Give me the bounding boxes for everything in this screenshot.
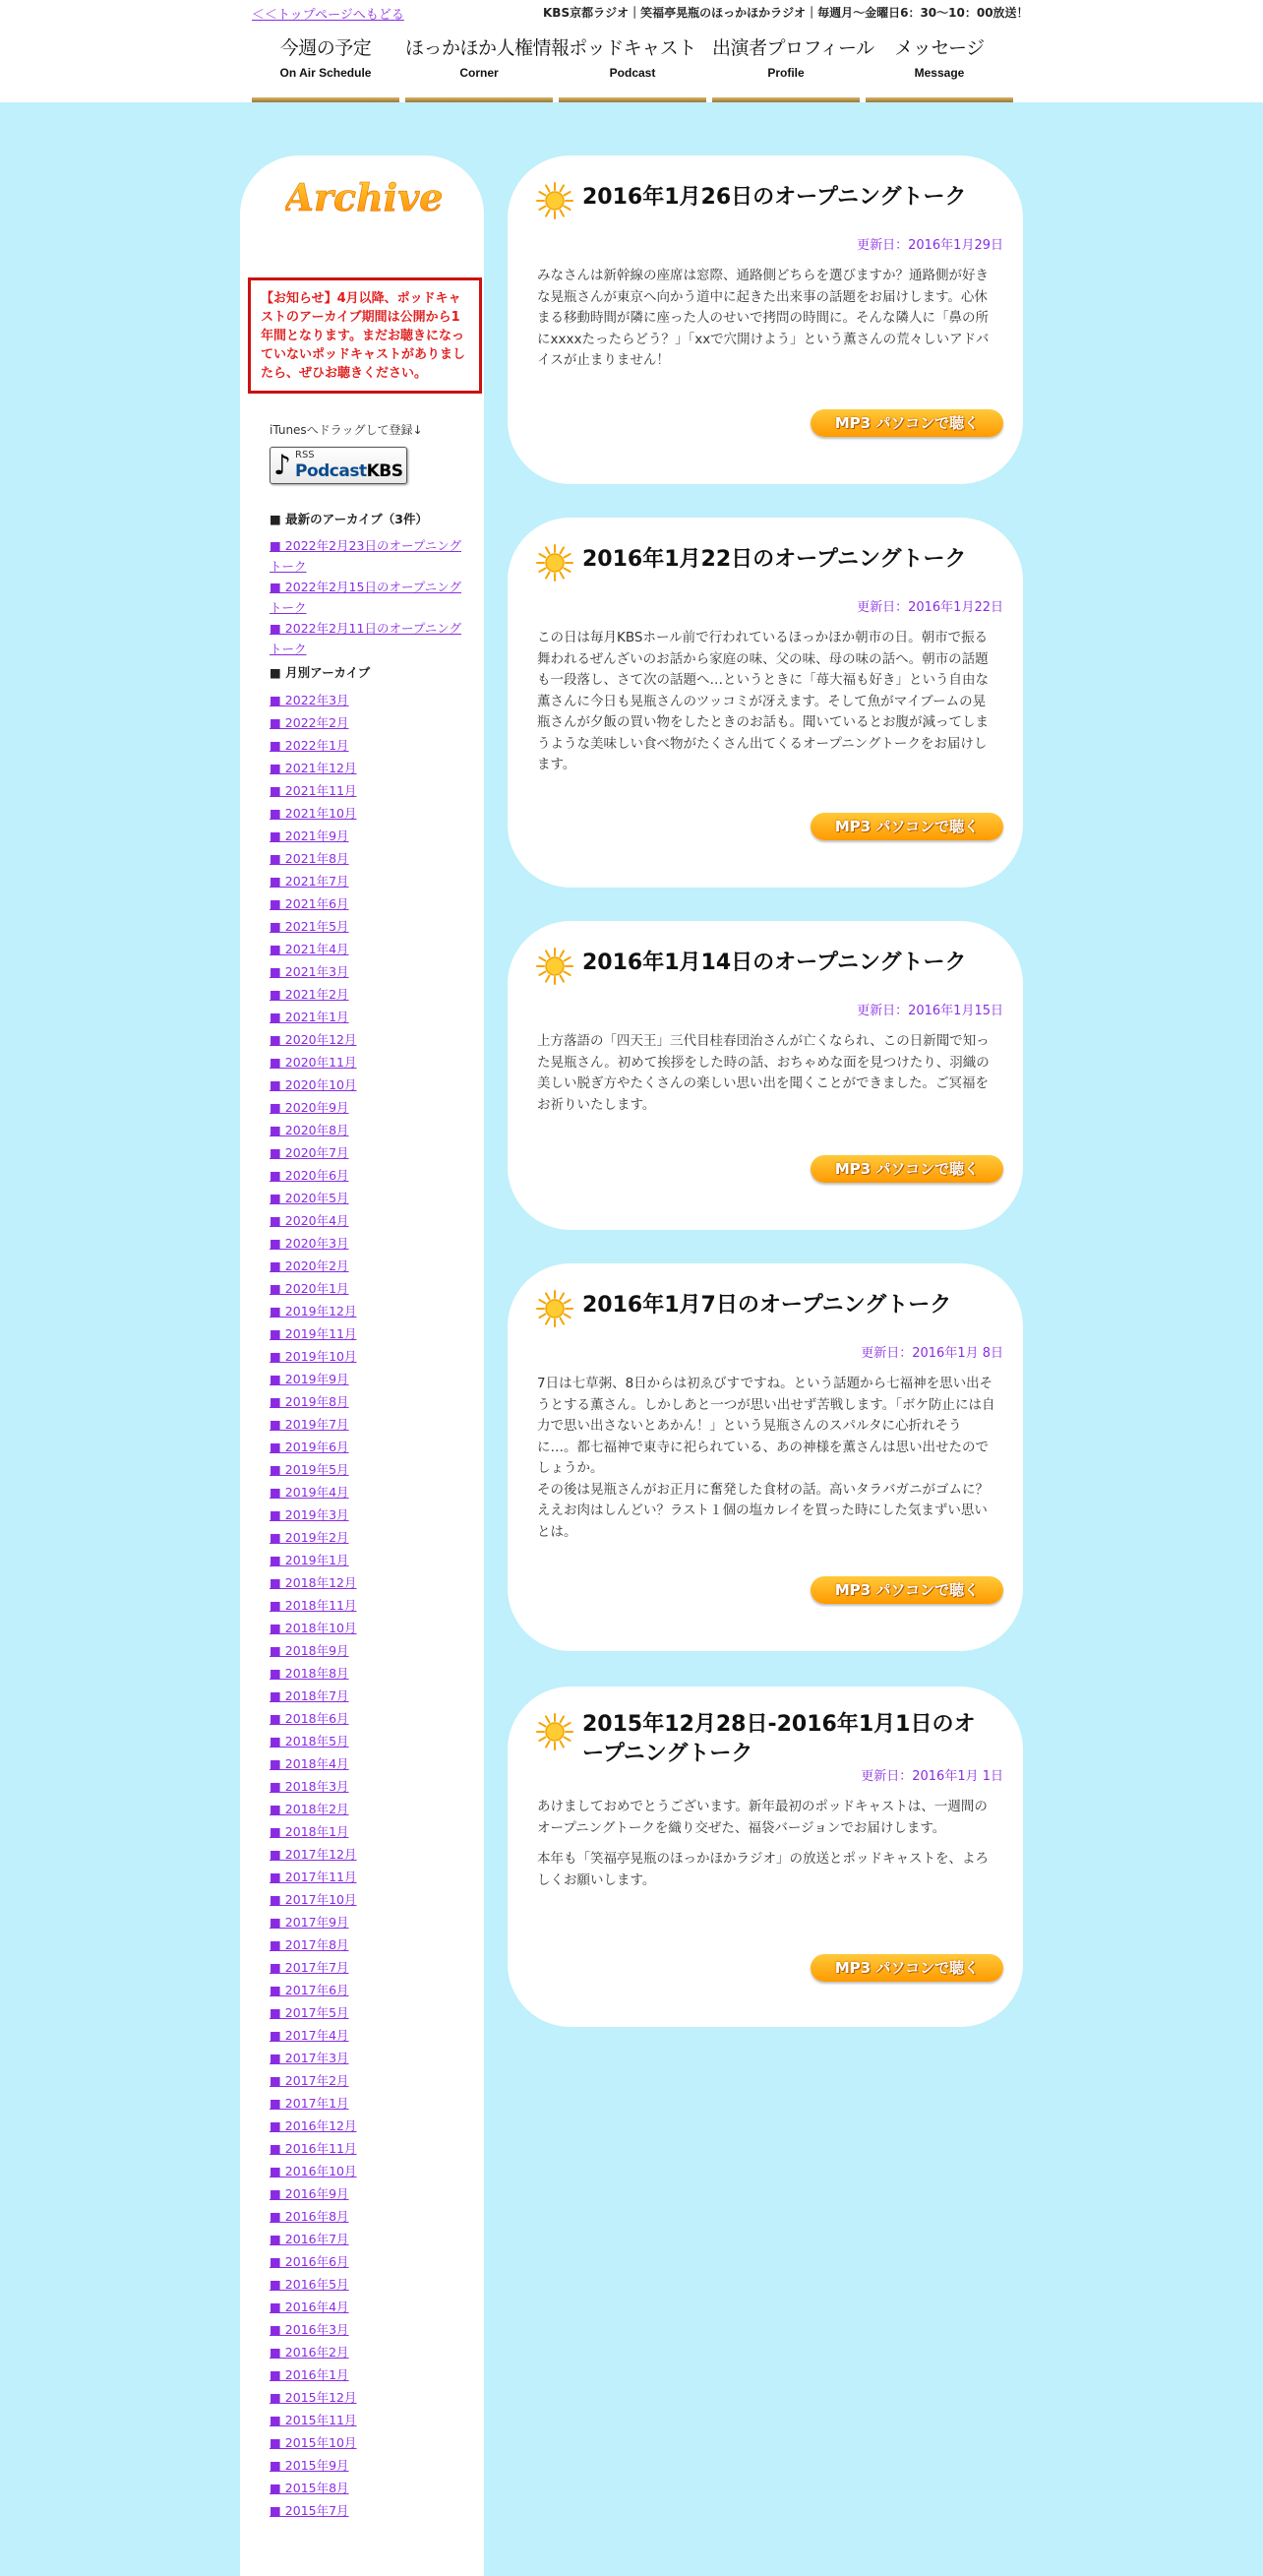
month-archive-item bbox=[270, 2001, 466, 2024]
month-archive-link[interactable]: ■ 2016年2月 bbox=[270, 2345, 349, 2360]
latest-archive-link[interactable]: ■ 2022年2月11日のオープニングトーク bbox=[270, 621, 461, 656]
month-archive-link[interactable]: ■ 2020年10月 bbox=[270, 1077, 357, 1092]
entry-paragraph: この日は毎月KBSホール前で行われているほっかほか朝市の日。朝市で振る舞われるぜんざいのお話から家庭の味、父の味、母の味の話へ。朝市の話題も一段落し、さて次の話題へ…というときに「苺大福も好き」という自由な薫さんに今日も晃瓶さんのツッコミが冴えます。そして魚がマイブームの晃瓶さんが夕飯の買い物をしたときのお話も。聞いているとお腹が減ってしまうような美味しい食べ物がたくさん出てくるオープニングトークをお届けします。 bbox=[537, 630, 989, 772]
nav-underline bbox=[866, 97, 1013, 102]
nav-underline bbox=[252, 97, 399, 102]
entry-title: 2016年1月14日のオープニングトーク bbox=[582, 951, 967, 975]
month-archive-link[interactable]: ■ 2015年12月 bbox=[270, 2390, 357, 2405]
month-archive-link[interactable]: ■ 2018年10月 bbox=[270, 1621, 357, 1635]
archive-logo-text: Archive bbox=[285, 175, 443, 219]
nav-message[interactable] bbox=[866, 28, 1013, 102]
month-archive-item bbox=[270, 1639, 466, 1662]
month-archive-item bbox=[270, 960, 466, 983]
entry-updated-date: 更新日：2016年1月 8日 bbox=[861, 1346, 1003, 1361]
month-archive-item bbox=[270, 734, 466, 757]
month-archive-link[interactable]: ■ 2017年10月 bbox=[270, 1892, 357, 1907]
month-archive-item bbox=[270, 2228, 466, 2250]
site-tagline: KBS京都ラジオ｜笑福亭晃瓶のほっかほかラジオ｜毎週月～金曜日6：30～10：00放送！ bbox=[543, 6, 1029, 20]
month-archive-item bbox=[270, 1503, 466, 1526]
month-archive-item bbox=[270, 1685, 466, 1707]
month-archive-link[interactable]: ■ 2019年8月 bbox=[270, 1394, 349, 1409]
month-archive-link[interactable]: ■ 2016年5月 bbox=[270, 2277, 349, 2292]
entry-paragraph: 上方落語の「四天王」三代目桂春団治さんが亡くなられ、この日新聞で知った晃瓶さん。初めて挨拶をした時の話、おちゃめな面を見つけたり、羽織の美しい脱ぎ方やたくさんの楽しい思い出を聞くことができました。ご冥福をお祈りいたします。 bbox=[537, 1033, 990, 1113]
month-archive-link[interactable]: ■ 2019年10月 bbox=[270, 1349, 357, 1364]
month-archive-item bbox=[270, 2205, 466, 2228]
nav-podcast-label: ポッドキャスト bbox=[569, 37, 696, 59]
month-archive-link[interactable]: ■ 2018年5月 bbox=[270, 1734, 349, 1748]
month-archive-link[interactable]: ■ 2018年7月 bbox=[270, 1688, 349, 1703]
nav-message-label: メッセージ bbox=[894, 37, 985, 59]
month-archive-item bbox=[270, 1368, 466, 1390]
month-archive-item bbox=[270, 1028, 466, 1051]
month-archive-item bbox=[270, 2250, 466, 2273]
month-archive-link[interactable]: ■ 2018年12月 bbox=[270, 1575, 357, 1590]
month-archive-link[interactable]: ■ 2021年5月 bbox=[270, 919, 349, 934]
month-archive-link[interactable]: ■ 2019年9月 bbox=[270, 1372, 349, 1386]
month-archive-link[interactable]: ■ 2020年8月 bbox=[270, 1123, 349, 1137]
entry-updated-date: 更新日：2016年1月29日 bbox=[857, 238, 1003, 253]
music-note-icon: ♪ bbox=[273, 449, 291, 481]
nav-schedule[interactable] bbox=[252, 28, 399, 102]
month-archive-item bbox=[270, 2409, 466, 2431]
mp3-listen-button[interactable]: MP3 パソコンで聴く bbox=[811, 813, 1003, 840]
back-to-top-link[interactable]: ＜＜トップページへもどる bbox=[252, 8, 404, 23]
month-archive-item bbox=[270, 1775, 466, 1798]
month-archive-item bbox=[270, 1458, 466, 1481]
itunes-label: iTunesへドラッグして登録↓ bbox=[270, 423, 423, 437]
month-archive-item bbox=[270, 1866, 466, 1888]
monthly-archive-heading: ■ 月別アーカイブ bbox=[270, 665, 371, 680]
month-archive-link[interactable]: ■ 2017年9月 bbox=[270, 1915, 349, 1930]
month-archive-item bbox=[270, 2477, 466, 2499]
month-archive-link[interactable]: ■ 2017年12月 bbox=[270, 1847, 357, 1862]
month-archive-link[interactable]: ■ 2017年1月 bbox=[270, 2096, 349, 2111]
month-archive-item bbox=[270, 1436, 466, 1458]
month-archive-item bbox=[270, 1820, 466, 1843]
month-archive-item bbox=[270, 2363, 466, 2386]
month-archive-link[interactable]: ■ 2016年11月 bbox=[270, 2141, 357, 2156]
month-archive-item bbox=[270, 1526, 466, 1549]
entry-updated-date: 更新日：2016年1月 1日 bbox=[861, 1769, 1003, 1784]
month-archive-link[interactable]: ■ 2021年7月 bbox=[270, 874, 349, 889]
month-archive-link[interactable]: ■ 2020年6月 bbox=[270, 1168, 349, 1183]
month-archive-item bbox=[270, 1006, 466, 1028]
month-archive-link[interactable]: ■ 2018年9月 bbox=[270, 1643, 349, 1658]
entry-card bbox=[508, 1263, 1023, 1651]
month-archive-link[interactable]: ■ 2020年12月 bbox=[270, 1032, 357, 1047]
month-archive-item bbox=[270, 825, 466, 847]
month-archive-item bbox=[270, 1798, 466, 1820]
sun-icon bbox=[535, 1712, 574, 1751]
month-archive-item bbox=[270, 2386, 466, 2409]
month-archive-item bbox=[270, 802, 466, 825]
main-nav bbox=[252, 28, 1013, 102]
month-archive-link[interactable]: ■ 2019年6月 bbox=[270, 1440, 349, 1454]
month-archive-item bbox=[270, 2047, 466, 2069]
month-archive-link[interactable]: ■ 2021年10月 bbox=[270, 806, 357, 821]
month-archive-link[interactable]: ■ 2018年1月 bbox=[270, 1824, 349, 1839]
month-archive-link[interactable]: ■ 2017年7月 bbox=[270, 1960, 349, 1975]
month-archive-item bbox=[270, 1187, 466, 1209]
month-archive-link[interactable]: ■ 2021年11月 bbox=[270, 783, 357, 798]
month-archive-item bbox=[270, 1843, 466, 1866]
month-archive-item bbox=[270, 870, 466, 892]
month-archive-link[interactable]: ■ 2016年12月 bbox=[270, 2118, 357, 2133]
month-archive-link[interactable]: ■ 2015年7月 bbox=[270, 2503, 349, 2518]
latest-archive-heading: ■ 最新のアーカイブ（3件） bbox=[270, 512, 428, 526]
entry-title: 2016年1月26日のオープニングトーク bbox=[582, 185, 967, 210]
month-archive-item bbox=[270, 1594, 466, 1617]
nav-message-sublabel: Message bbox=[914, 66, 965, 80]
nav-underline bbox=[405, 97, 553, 102]
month-archive-link[interactable]: ■ 2020年3月 bbox=[270, 1236, 349, 1251]
latest-archive-item bbox=[270, 535, 466, 577]
month-archive-link[interactable]: ■ 2021年6月 bbox=[270, 896, 349, 911]
month-archive-item bbox=[270, 1752, 466, 1775]
month-archive-link[interactable]: ■ 2015年10月 bbox=[270, 2435, 357, 2450]
month-archive-item bbox=[270, 1956, 466, 1979]
month-archive-item bbox=[270, 2160, 466, 2182]
entry-body bbox=[537, 1031, 995, 1126]
month-archive-item bbox=[270, 847, 466, 870]
archive-sidebar bbox=[240, 155, 484, 2576]
nav-podcast[interactable] bbox=[559, 28, 706, 102]
month-archive-item bbox=[270, 779, 466, 802]
month-archive-link[interactable]: ■ 2018年2月 bbox=[270, 1802, 349, 1816]
site-header bbox=[0, 0, 1263, 102]
month-archive-item bbox=[270, 1322, 466, 1345]
rss-label: RSS bbox=[295, 450, 315, 460]
month-archive-link[interactable]: ■ 2021年1月 bbox=[270, 1010, 349, 1024]
month-archive-link[interactable]: ■ 2019年2月 bbox=[270, 1530, 349, 1545]
latest-archive-list bbox=[270, 535, 466, 659]
entry-body bbox=[537, 628, 995, 786]
entry-title: 2016年1月22日のオープニングトーク bbox=[582, 547, 967, 572]
month-archive-link[interactable]: ■ 2018年4月 bbox=[270, 1756, 349, 1771]
month-archive-item bbox=[270, 2431, 466, 2454]
month-archive-item bbox=[270, 1345, 466, 1368]
nav-corner[interactable] bbox=[405, 28, 570, 102]
month-archive-item bbox=[270, 2024, 466, 2047]
month-archive-link[interactable]: ■ 2018年11月 bbox=[270, 1598, 357, 1613]
nav-podcast-sublabel: Podcast bbox=[609, 66, 656, 80]
month-archive-link[interactable]: ■ 2020年7月 bbox=[270, 1145, 349, 1160]
entry-body bbox=[537, 1797, 995, 1901]
month-archive-link[interactable]: ■ 2021年3月 bbox=[270, 964, 349, 979]
month-archive-item bbox=[270, 1979, 466, 2001]
month-archive-item bbox=[270, 892, 466, 915]
month-archive-link[interactable]: ■ 2019年5月 bbox=[270, 1462, 349, 1477]
month-archive-link[interactable]: ■ 2019年1月 bbox=[270, 1553, 349, 1567]
nav-corner-sublabel: Corner bbox=[459, 66, 499, 80]
month-archive-item bbox=[270, 1413, 466, 1436]
sun-icon bbox=[535, 543, 574, 583]
archive-logo bbox=[285, 169, 443, 228]
month-archive-link[interactable]: ■ 2015年11月 bbox=[270, 2413, 357, 2427]
month-archive-item bbox=[270, 2296, 466, 2318]
month-archive-link[interactable]: ■ 2020年1月 bbox=[270, 1281, 349, 1296]
month-archive-item bbox=[270, 689, 466, 711]
month-archive-item bbox=[270, 1933, 466, 1956]
entry-title: 2015年12月28日-2016年1月1日のオープニングトーク bbox=[582, 1712, 976, 1766]
month-archive-item bbox=[270, 983, 466, 1006]
month-archive-item bbox=[270, 711, 466, 734]
month-archive-link[interactable]: ■ 2016年9月 bbox=[270, 2186, 349, 2201]
month-archive-link[interactable]: ■ 2017年6月 bbox=[270, 1983, 349, 1997]
month-archive-link[interactable]: ■ 2021年4月 bbox=[270, 942, 349, 956]
entry-card bbox=[508, 1687, 1023, 2027]
nav-schedule-sublabel: On Air Schedule bbox=[279, 66, 372, 80]
month-archive-link[interactable]: ■ 2019年7月 bbox=[270, 1417, 349, 1432]
month-archive-link[interactable]: ■ 2017年2月 bbox=[270, 2073, 349, 2088]
month-archive-item bbox=[270, 1390, 466, 1413]
month-archive-item bbox=[270, 1707, 466, 1730]
latest-archive-item bbox=[270, 618, 466, 659]
entry-body bbox=[537, 1374, 995, 1553]
entry-card bbox=[508, 921, 1023, 1230]
month-archive-link[interactable]: ■ 2022年2月 bbox=[270, 715, 349, 730]
month-archive-link[interactable]: ■ 2017年4月 bbox=[270, 2028, 349, 2043]
month-archive-link[interactable]: ■ 2016年3月 bbox=[270, 2322, 349, 2337]
mp3-listen-button[interactable]: MP3 パソコンで聴く bbox=[811, 1954, 1003, 1982]
entry-body bbox=[537, 266, 995, 382]
sun-icon bbox=[535, 1289, 574, 1328]
mp3-listen-button[interactable]: MP3 パソコンで聴く bbox=[811, 409, 1003, 437]
month-archive-link[interactable]: ■ 2021年12月 bbox=[270, 761, 357, 775]
month-archive-item bbox=[270, 1073, 466, 1096]
month-archive-link[interactable]: ■ 2017年5月 bbox=[270, 2005, 349, 2020]
month-archive-link[interactable]: ■ 2020年9月 bbox=[270, 1100, 349, 1115]
podcast-rss-badge[interactable] bbox=[270, 447, 407, 484]
month-archive-link[interactable]: ■ 2020年11月 bbox=[270, 1055, 357, 1070]
month-archive-link[interactable]: ■ 2016年6月 bbox=[270, 2254, 349, 2269]
month-archive-link[interactable]: ■ 2021年8月 bbox=[270, 851, 349, 866]
month-archive-item bbox=[270, 1051, 466, 1073]
month-archive-item bbox=[270, 1300, 466, 1322]
month-archive-link[interactable]: ■ 2019年4月 bbox=[270, 1485, 349, 1500]
monthly-archive-list bbox=[270, 689, 466, 2522]
month-archive-link[interactable]: ■ 2019年12月 bbox=[270, 1304, 357, 1319]
month-archive-item bbox=[270, 1911, 466, 1933]
month-archive-item bbox=[270, 2182, 466, 2205]
month-archive-item bbox=[270, 1164, 466, 1187]
month-archive-item bbox=[270, 1617, 466, 1639]
month-archive-item bbox=[270, 2341, 466, 2363]
nav-underline bbox=[559, 97, 706, 102]
month-archive-link[interactable]: ■ 2016年4月 bbox=[270, 2300, 349, 2314]
month-archive-link[interactable]: ■ 2015年9月 bbox=[270, 2458, 349, 2473]
month-archive-link[interactable]: ■ 2020年5月 bbox=[270, 1191, 349, 1205]
month-archive-item bbox=[270, 2069, 466, 2092]
month-archive-item bbox=[270, 1662, 466, 1685]
month-archive-link[interactable]: ■ 2021年2月 bbox=[270, 987, 349, 1002]
month-archive-item bbox=[270, 1730, 466, 1752]
month-archive-item bbox=[270, 1096, 466, 1119]
month-archive-link[interactable]: ■ 2019年3月 bbox=[270, 1507, 349, 1522]
month-archive-link[interactable]: ■ 2016年10月 bbox=[270, 2164, 357, 2178]
month-archive-item bbox=[270, 915, 466, 938]
month-archive-link[interactable]: ■ 2020年2月 bbox=[270, 1258, 349, 1273]
month-archive-item bbox=[270, 2454, 466, 2477]
entry-paragraph: あけましておめでとうございます。新年最初のポッドキャストは、一週間のオープニングトークを織り交ぜた、福袋バージョンでお届けします。 bbox=[537, 1799, 988, 1836]
month-archive-item bbox=[270, 757, 466, 779]
month-archive-link[interactable]: ■ 2016年1月 bbox=[270, 2367, 349, 2382]
entry-paragraph: 本年も「笑福亭晃瓶のほっかほかラジオ」の放送とポッドキャストを、よろしくお願いします。 bbox=[537, 1851, 989, 1888]
month-archive-link[interactable]: ■ 2017年3月 bbox=[270, 2051, 349, 2065]
sun-icon bbox=[535, 947, 574, 986]
entry-paragraph: 7日は七草粥、8日からは初ゑびすですね。という話題から七福神を思い出そうとする薫さん。しかしあと一つが思い出せず苦戦します。「ボケ防止には自力で思い出さないとあかん！」という晃瓶さんのスパルタに心折れそうに…。都七福神で東寺に祀られている、あの神様を薫さんは思い出せたのでしょうか。 その後は晃瓶さんがお正月に奮発した食材の話。高いタラバガニがゴムに？ええお肉はしんどい？ラスト１個の塩カレイを買った時にした気まずい思いとは。 bbox=[537, 1376, 995, 1540]
month-archive-link[interactable]: ■ 2022年1月 bbox=[270, 738, 349, 753]
month-archive-item bbox=[270, 1481, 466, 1503]
month-archive-item bbox=[270, 2499, 466, 2522]
mp3-listen-button[interactable]: MP3 パソコンで聴く bbox=[811, 1576, 1003, 1604]
month-archive-link[interactable]: ■ 2016年8月 bbox=[270, 2209, 349, 2224]
month-archive-link[interactable]: ■ 2020年4月 bbox=[270, 1213, 349, 1228]
nav-underline bbox=[712, 97, 860, 102]
entry-updated-date: 更新日：2016年1月15日 bbox=[857, 1004, 1003, 1018]
month-archive-link[interactable]: ■ 2016年7月 bbox=[270, 2232, 349, 2246]
nav-schedule-label: 今週の予定 bbox=[279, 37, 372, 59]
month-archive-link[interactable]: ■ 2017年11月 bbox=[270, 1870, 357, 1884]
month-archive-item bbox=[270, 1255, 466, 1277]
podcast-kbs-label: PodcastKBS bbox=[295, 461, 403, 481]
month-archive-item bbox=[270, 2137, 466, 2160]
month-archive-item bbox=[270, 1232, 466, 1255]
month-archive-item bbox=[270, 2115, 466, 2137]
month-archive-link[interactable]: ■ 2018年3月 bbox=[270, 1779, 349, 1794]
entry-updated-date: 更新日：2016年1月22日 bbox=[857, 600, 1003, 615]
latest-archive-link[interactable]: ■ 2022年2月15日のオープニングトーク bbox=[270, 580, 461, 615]
month-archive-item bbox=[270, 1277, 466, 1300]
nav-corner-label: ほっかほか人権情報 bbox=[405, 37, 570, 59]
month-archive-item bbox=[270, 1119, 466, 1141]
nav-profile-label: 出演者プロフィール bbox=[712, 37, 874, 59]
month-archive-link[interactable]: ■ 2019年11月 bbox=[270, 1326, 357, 1341]
latest-archive-link[interactable]: ■ 2022年2月23日のオープニングトーク bbox=[270, 538, 461, 574]
notice-box: 【お知らせ】4月以降、ポッドキャストのアーカイブ期間は公開から1年間となります。まだお聴きになっていないポッドキャストがありましたら、ぜひお聴きください。 bbox=[248, 277, 482, 394]
mp3-listen-button[interactable]: MP3 パソコンで聴く bbox=[811, 1155, 1003, 1183]
latest-archive-item bbox=[270, 577, 466, 618]
month-archive-link[interactable]: ■ 2022年3月 bbox=[270, 693, 349, 707]
month-archive-item bbox=[270, 1571, 466, 1594]
nav-profile-sublabel: Profile bbox=[767, 66, 805, 80]
nav-profile[interactable] bbox=[712, 28, 874, 102]
month-archive-link[interactable]: ■ 2018年8月 bbox=[270, 1666, 349, 1681]
entry-title: 2016年1月7日のオープニングトーク bbox=[582, 1293, 952, 1318]
entry-paragraph: みなさんは新幹線の座席は窓際、通路側どちらを選びますか？通路側が好きな晃瓶さんが東京へ向かう道中に起きた出来事の話題をお届けします。心休まる移動時間が隣に座った人のせいで拷問の時間に。そんな隣人に「鼻の所にxxxxたったらどう？」「xxで穴開けよう」という薫さんの荒々しいアドバイスが止まりません！ bbox=[537, 268, 990, 368]
month-archive-link[interactable]: ■ 2018年6月 bbox=[270, 1711, 349, 1726]
month-archive-link[interactable]: ■ 2017年8月 bbox=[270, 1937, 349, 1952]
month-archive-item bbox=[270, 2092, 466, 2115]
month-archive-item bbox=[270, 1209, 466, 1232]
month-archive-item bbox=[270, 1141, 466, 1164]
month-archive-item bbox=[270, 1888, 466, 1911]
month-archive-item bbox=[270, 1549, 466, 1571]
sun-icon bbox=[535, 181, 574, 220]
month-archive-item bbox=[270, 938, 466, 960]
month-archive-link[interactable]: ■ 2015年8月 bbox=[270, 2481, 349, 2495]
entry-card bbox=[508, 155, 1023, 484]
month-archive-item bbox=[270, 2273, 466, 2296]
month-archive-item bbox=[270, 2318, 466, 2341]
month-archive-link[interactable]: ■ 2021年9月 bbox=[270, 828, 349, 843]
entry-card bbox=[508, 518, 1023, 888]
